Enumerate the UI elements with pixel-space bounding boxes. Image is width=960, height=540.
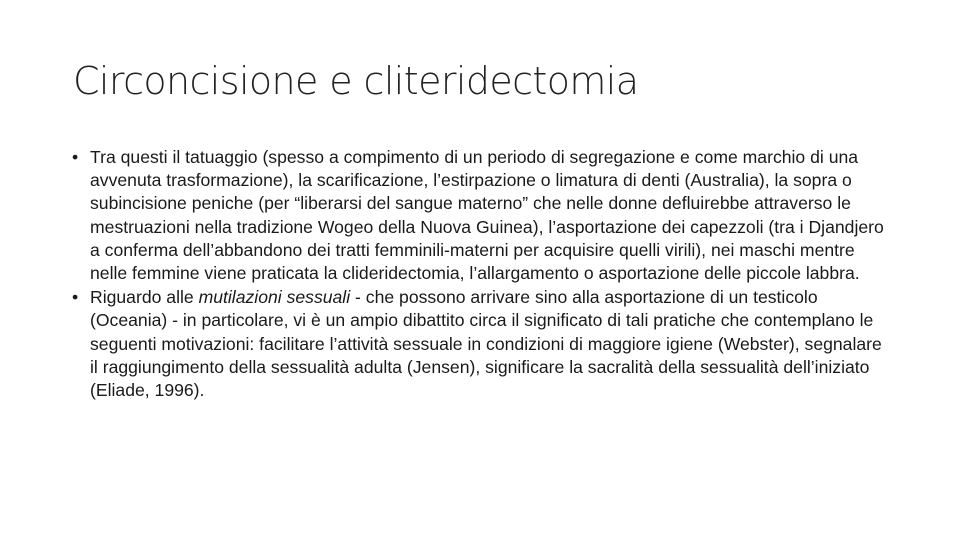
bullet-text-emphasis: mutilazioni sessuali <box>198 287 351 308</box>
bullet-text-suffix: - che possono arrivare sino alla asportazione di un testicolo (Oceania) - in particolare, vi è un ampio dibattito circa il significato di tali pratiche che contemplano le seguenti motivazioni: facilitare l’attività sessuale in condizioni di maggiore igiene (Webster), segnalare il raggiungimento della sessualità adulta (Jensen), significare la sacralità della sessualità dell’iniziato (Eliade, 1996). <box>90 287 882 401</box>
bullet-text-prefix: Riguardo alle <box>90 287 199 308</box>
bullet-item-1 <box>72 146 890 285</box>
bullet-list <box>72 146 890 403</box>
bullet-item-2 <box>72 286 890 402</box>
bullet-text: Tra questi il tatuaggio (spesso a compimento di un periodo di segregazione e come marchio di una avvenuta trasformazione), la scarificazione, l’estirpazione o limatura di denti (Australia), la sopra o subincisione peniche (per “liberarsi del sangue materno” che nelle donne defluirebbe attraverso le mestruazioni nella tradizione Wogeo della Nuova Guinea), l’asportazione dei capezzoli (tra i Djandjero a conferma dell’abbandono dei tratti femminili-materni per acquisire quelli virili), nei maschi mentre nelle femmine viene praticata la clideridectomia, l’allargamento o asportazione delle piccole labbra. <box>90 147 884 284</box>
bullet-dot-icon <box>72 286 86 309</box>
slide-title: Circoncisione e cliteridectomia <box>73 59 639 103</box>
bullet-dot-icon <box>72 146 86 169</box>
